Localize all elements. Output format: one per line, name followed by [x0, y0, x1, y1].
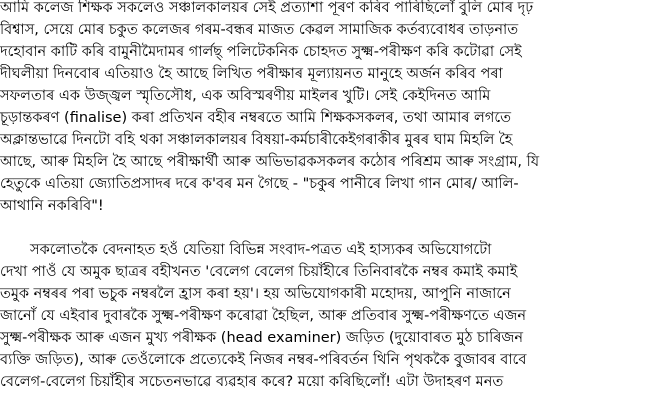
text-line: বিশ্বাস, সেয়ে মোৰ চকুত কলেজৰ গৰম-বন্ধৰ মাজত কেৱল সামাজিক কৰ্তব্যবোধৰ তাড়নাত [0, 22, 519, 38]
text-line: আথানি নকৰিবি"! [0, 198, 104, 214]
text-line: সকলোতকৈ বেদনাহত হওঁ যেতিয়া বিভিন্ন সংবাদ-পত্ৰত এই হাস্যকৰ অভিযোগটো [30, 242, 492, 258]
text-line: দহোবান কাটি কৰি বামুনীমৈদামৰ গাৰ্লছ্ পলিটেকনিক চোহদত সুক্ষ্ম-পৰীক্ষণ কৰি কটোৱা সেই [0, 44, 522, 60]
text-line: চূড়ান্তকৰণ (finalise) কৰা প্ৰতিখন বহীৰ নম্বৰতে আমি শিক্ষকসকলৰ, তথা আমাৰ লগতে [0, 110, 512, 126]
text-line: আছে, আৰু মিহলি হৈ আছে পৰীক্ষাৰ্থী আৰু অভিভাৱকসকলৰ কঠোৰ পৰিশ্ৰম আৰু সংগ্ৰাম, যি [0, 154, 540, 170]
text-line: আমি কলেজ শিক্ষক সকলেও সঞ্চালকালয়ৰ সেই প্ৰত্যাশা পূৰণ কৰিব পাৰিছিলোঁ বুলি মোৰ দৃঢ় [0, 0, 534, 16]
text-line: বেলেগ-বেলেগ চিয়াঁহীৰ সচেতনভাৱে ব্যৱহাৰ কৰে? ময়ো কৰিছিলোঁ! এটা উদাহৰণ মনত [0, 374, 504, 390]
text-line: অক্লান্তভাৱে দিনটো বহি থকা সঞ্চালকালয়ৰ বিষয়া-কৰ্মচাৰীকেইগৰাকীৰ মুৰৰ ঘাম মিহলি হৈ [0, 132, 513, 148]
text-line: দেখা পাওঁ যে অমুক ছাত্ৰৰ বহীখনত 'বেলেগ বেলেগ চিয়াঁহীৰে তিনিবাৰকৈ নম্বৰ কমাই কমাই [0, 264, 518, 280]
text-line: হেতুকে এতিয়া জ্যোতিপ্ৰসাদৰ দৰে ক'বৰ মন গৈছে - "চকুৰ পানীৰে লিখা গান মোৰ/ আলি- [0, 176, 519, 192]
text-line: দীঘলীয়া দিনবোৰ এতিয়াও হৈ আছে লিখিত পৰীক্ষাৰ মূল্যায়নত মানুহে অৰ্জন কৰিব পৰা [0, 66, 503, 82]
text-line: সফলতাৰ এক উজ্জ্বল স্মৃতিসৌধ, এক অবিস্মৰণীয় মাইলৰ খুটি। সেই কেইদিনত আমি [0, 88, 491, 104]
text-line: তমুক নম্বৰৰ পৰা ভচুক নম্বৰলৈ হ্ৰাস কৰা হয়'। হয় অভিযোগকাৰী মহোদয়, আপুনি নাজানে [0, 286, 511, 302]
text-line: ব্যক্তি জড়িত), আৰু তেওঁলোকে প্ৰত্যেকেই নিজৰ নম্বৰ-পৰিবৰ্তন থিনি পৃথককৈ বুজাবৰ বাবে [0, 352, 527, 368]
text-line: জানোঁ যে এইবাৰ দুবাৰকৈ সুক্ষ্ম-পৰীক্ষণ কৰোৱা হৈছিল, আৰু প্ৰতিবাৰ সুক্ষ্ম-পৰীক্ষণতে এজন [0, 308, 526, 324]
text-line: সুক্ষ্ম-পৰীক্ষক আৰু এজন মুখ্য পৰীক্ষক (head examiner) জড়িত (দুয়োবাৰত মুঠ চাৰিজন [0, 330, 524, 346]
